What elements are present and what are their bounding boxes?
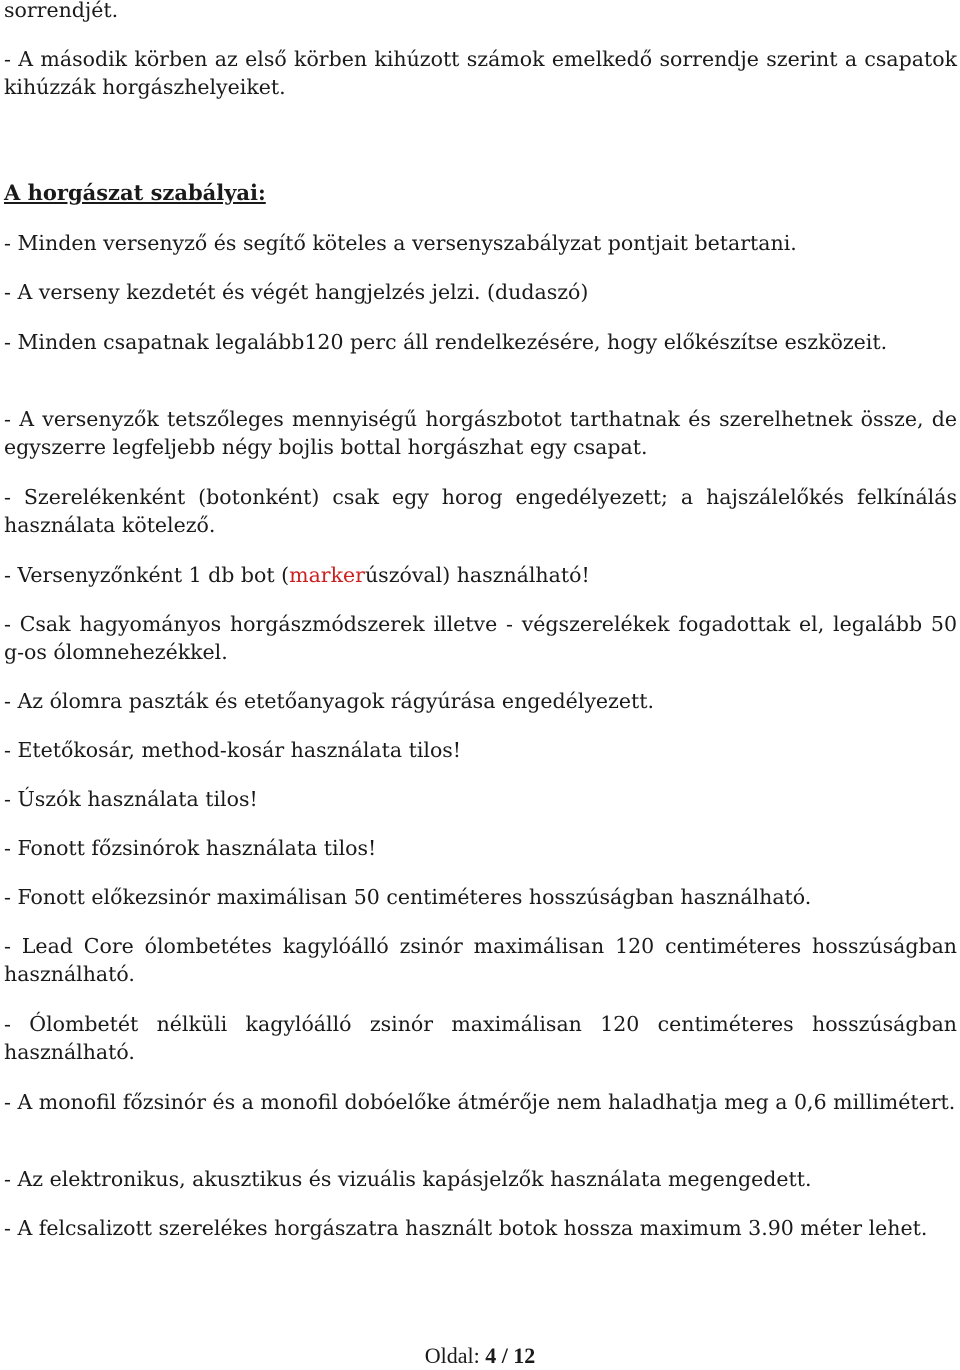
rule-item-15: - A monofil főzsinór és a monofil dobóelőke átmérője nem haladhatja meg a 0,6 millimétert. xyxy=(4,1090,956,1114)
rule-item-1: - Minden versenyző és segítő köteles a versenyszabályzat pontjait betartani. xyxy=(4,231,797,255)
section-heading: A horgászat szabályai: xyxy=(4,180,266,205)
rule-item-6-start: - Versenyzőnként 1 db bot ( xyxy=(4,563,290,587)
rule-item-12: - Fonott előkezsinór maximálisan 50 centiméteres hosszúságban használható. xyxy=(4,885,812,909)
rule-item-3: - Minden csapatnak legalább120 perc áll rendelkezésére, hogy előkészítse eszközeit. xyxy=(4,330,888,354)
rule-item-16: - Az elektronikus, akusztikus és vizuális kapásjelzők használata megengedett. xyxy=(4,1167,812,1191)
rule-item-10: - Úszók használata tilos! xyxy=(4,787,258,811)
rule-item-9: - Etetőkosár, method-kosár használata tilos! xyxy=(4,738,462,762)
marker-highlight: marker xyxy=(289,563,365,587)
page-label: Oldal: xyxy=(424,1343,486,1368)
rule-item-2: - A verseny kezdetét és végét hangjelzés jelzi. (dudaszó) xyxy=(4,280,589,304)
rule-item-5: - Szerelékenként (botonként) csak egy horog engedélyezett; a hajszálelőkés felkínálás használata kötelező. xyxy=(4,485,957,537)
rule-item-6 xyxy=(4,561,957,589)
rule-item-7: - Csak hagyományos horgászmódszerek illetve - végszerelékek fogadottak el, legalább 50 g-os ólomnehezékkel. xyxy=(4,612,957,664)
rule-item-17: - A felcsalizott szerelékes horgászatra használt botok hossza maximum 3.90 méter lehet. xyxy=(4,1216,928,1240)
rule-item-4: - A versenyzők tetszőleges mennyiségű horgászbotot tarthatnak és szerelhetnek össze, de egyszerre legfeljebb négy bojlis bottal horgászhat egy csapat. xyxy=(4,407,957,459)
rule-item-14: - Ólombetét nélküli kagylóálló zsinór maximálisan 120 centiméteres hosszúságban használható. xyxy=(4,1012,957,1064)
rule-item-6-end: úszóval) használható! xyxy=(364,563,590,587)
rule-item-11: - Fonott főzsinórok használata tilos! xyxy=(4,836,377,860)
rule-item-8: - Az ólomra paszták és etetőanyagok rágyúrása engedélyezett. xyxy=(4,689,654,713)
page-number: 4 / 12 xyxy=(485,1343,536,1368)
rule-item-13: - Lead Core ólombetétes kagylóálló zsinór maximálisan 120 centiméteres hosszúságban használható. xyxy=(4,934,957,986)
text-paragraph-second-round: - A második körben az első körben kihúzott számok emelkedő sorrendje szerint a csapatok kihúzzák horgászhelyeiket. xyxy=(4,47,957,99)
text-line-sorrendjet: sorrendjét. xyxy=(4,0,119,22)
